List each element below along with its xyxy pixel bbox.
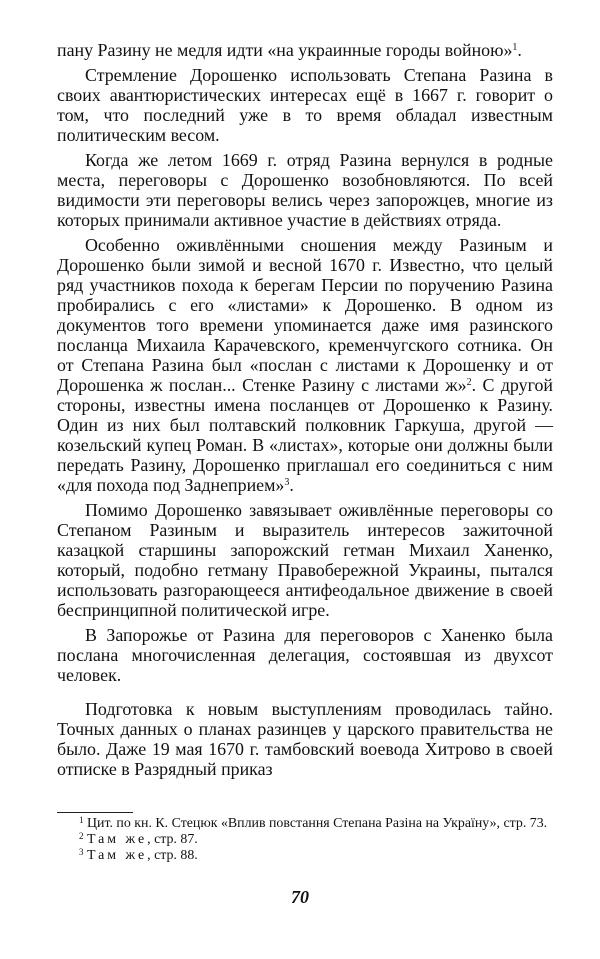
page-number: 70	[291, 887, 309, 907]
paragraph: В Запорожье от Разина для переговоров с Ханенко была послана многочисленная делегация, состоявшая из двухсот человек.	[57, 625, 553, 685]
paragraph: Подготовка к новым выступлениям проводилась тайно. Точных данных о планах разинцев у царского правительства не было. Даже 19 мая 1670 г. тамбовский воевода Хитрово в своей отписке в Разрядный приказ	[57, 699, 553, 779]
footnote-divider	[57, 812, 133, 813]
main-text	[57, 40, 553, 784]
footnote: $^3$ Там же, стр. 88.	[79, 847, 198, 863]
paragraph: пану Разину не медля идти «на украинные городы войною»$^1$.	[57, 40, 522, 60]
footnote-ref[interactable]: 3	[284, 477, 290, 488]
footnote: $^2$ Там же, стр. 87.	[79, 831, 198, 847]
footnote: $^1$ Цит. по кн. К. Стецюк «Вплив повстання Степана Разіна на Україну», стр. 73.	[79, 815, 548, 831]
paragraph: Особенно оживлёнными сношения между Разиным и Дорошенко были зимой и весной 1670 г. Известно, что целый ряд участников похода к берегам Персии по поручению Разина пробирались с его «листами» к Дорошенко. В одном из документов того времени упоминается даже имя разинского посланца Михаила Карачевского, кременчугского сотника. Он от Степана Разина был «послан с листами к Дорошенку и от Дорошенка ж послан... Стенке Разину с листами ж»$^2$. С другой стороны, известны имена посланцев от Дорошенко к Разину. Один из них был полтавский полковник Гаркуша, другой — козельский купец Роман. В «листах», которые они должны были передать Разину, Дорошенко приглашал его соединиться с ним «для похода под Заднеприем»$^3$.	[57, 235, 553, 495]
footnote-ref[interactable]: 1	[512, 42, 518, 53]
paragraph: Когда же летом 1669 г. отряд Разина вернулся в родные места, переговоры с Дорошенко возобновляются. По всей видимости эти переговоры велись через запорожцев, многие из которых принимали активное участие в действиях отряда.	[57, 150, 553, 230]
paragraph: Стремление Дорошенко использовать Степана Разина в своих авантюристических интересах ещё в 1667 г. говорит о том, что последний уже в то время обладал известным политическим весом.	[57, 65, 553, 145]
paragraph: Помимо Дорошенко завязывает оживлённые переговоры со Степаном Разиным и выразитель интересов зажиточной казацкой старшины запорожский гетман Михаил Ханенко, который, подобно гетману Правобережной Украины, пытался использовать разгорающееся антифеодальное движение в своей беспринципной политической игре.	[57, 500, 553, 620]
footnote-ref[interactable]: 2	[466, 377, 472, 388]
footnotes	[57, 812, 553, 864]
